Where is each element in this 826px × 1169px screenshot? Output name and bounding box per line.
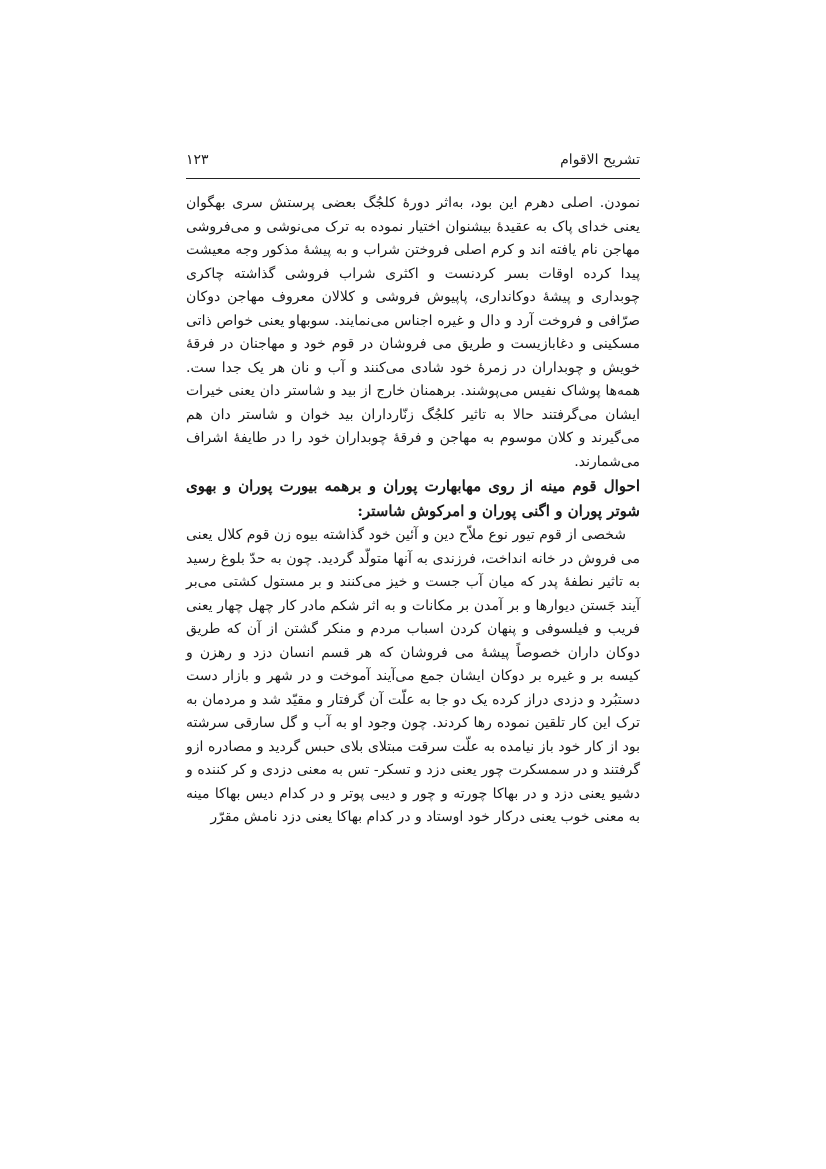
running-title: تشریح الاقوام — [560, 152, 640, 168]
running-header — [186, 152, 640, 174]
header-rule — [186, 178, 640, 179]
page-number: ۱۲۳ — [186, 152, 209, 168]
paragraph-1: نمودن. اصلی دهرم این بود، به‌اثر دورهٔ کلجُگ بعضی پرستش سری بهگوان یعنی خدای پاک به عقیدهٔ بیشنوان اختیار نموده به ترک می‌نوشی و می‌فروشی مهاجن نام یافته اند و کرم اصلی فروختن شراب و به پیشهٔ مذکور وجه معیشت پیدا کرده اوقات بسر کردنست و اکثری شراب فروشی گذاشته چاکری چوبداری و پیشهٔ دوکانداری، پاپیوش فروشی و کلالان معروف مهاجن دوکان صرّافی و فروخت آرد و دال و غیره اجناس می‌نمایند. سوبهاو یعنی خواص ذاتی مسکینی و دغابازیست و طریق می فروشان در قوم خود و مهاجنان در فرقهٔ خویش و چوبداران در زمرهٔ خود شادی می‌کنند و آب و نان هر یک جدا ست. همه‌ها پوشاک نفیس می‌پوشند. برهمنان خارج از بید و شاستر دان یعنی خیرات ایشان می‌گرفتند حالا به تاثیر کلجُگ زنّارداران بید خوان و شاستر دان هم می‌گیرند و کلان موسوم به مهاجن و فرقهٔ چوبداران خود را در طایفهٔ اشراف می‌شمارند. — [186, 195, 640, 470]
section-heading: احوال قوم مینه از روی مهابهارت پوران و برهمه بیورت پوران و بهوی شوتر پوران و اگنی پوران و امرکوش شاستر: — [186, 477, 640, 520]
paragraph-2: شخصی از قوم تیور نوع ملاّح دین و آئین خود گذاشته بیوه زن قوم کلال یعنی می فروش در خانه انداخت، فرزندی به آنها متولّد گردید. چون به حدّ بلوغ رسید به تاثیر نطفهٔ پدر که میان آب جست و خیز می‌کنند و بر مستول کشتی می‌بر آیند جَستن دیوارها و بر آمدن بر مکانات و به اثر شکم مادر کار چهل چهار یعنی فریب و فیلسوفی و پنهان کردن اسباب مردم و منکر گشتن از آن که طریق دوکان داران خصوصاً پیشهٔ می فروشان که هر قسم انسان دزد و رهزن و کیسه بر و غیره بر دوکان ایشان جمع می‌آیند آموخت و در شهر و بازار دست دستبُرد و دزدی دراز کرده یک دو جا به علّت آن گرفتار و مقیّد شد و مردمان به ترک این کار تلقین نموده رها کردند. چون وجود او به آب و گل سارقی سرشته بود از کار خود باز نیامده به علّت سرقت مبتلای بلای حبس گردید و مصادره ازو گرفتند و در سمسکرت چور یعنی دزد و تسکر- تس به معنی دزدی و کر کننده و دشیو یعنی دزد و در بهاکا چورته و چور و دیبی پوتر و در کدام دیس بهاکا مینه به معنی خوب یعنی درکار خود اوستاد و در کدام بهاکا یعنی دزد نامش مقرّر — [186, 527, 640, 825]
body-text — [186, 192, 640, 830]
